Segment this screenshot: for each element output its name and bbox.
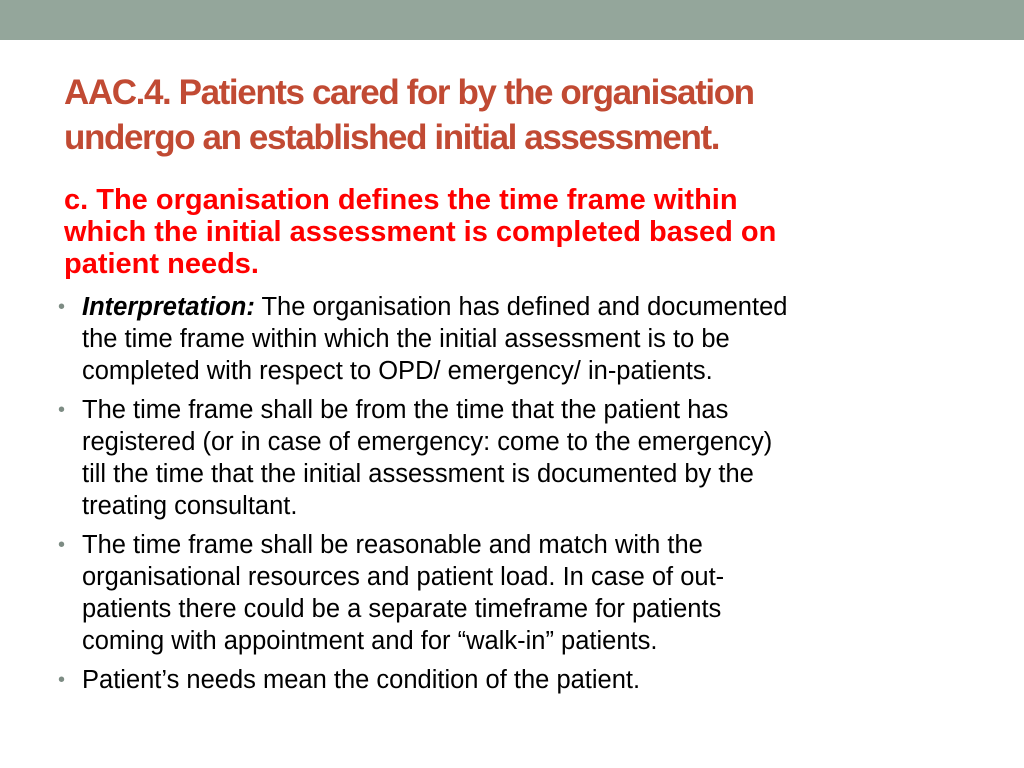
title-line: undergo an established initial assessment. [64, 118, 720, 157]
bullet-text: The organisation has defined and documented [254, 293, 788, 321]
bullet-dot-icon: • [58, 296, 66, 318]
bullet-line: Patient’s needs mean the condition of the patient. [82, 666, 641, 694]
bullet-line: The time frame shall be from the time that the patient has [82, 396, 729, 424]
bullet-dot-icon: • [58, 669, 66, 691]
bullet-line: till the time that the initial assessment is documented by the [82, 460, 754, 488]
bullet-interpretation [58, 291, 978, 387]
bullet-line: the time frame within which the initial assessment is to be [82, 325, 730, 353]
bullet-dot-icon: • [58, 399, 66, 421]
bullet-line: organisational resources and patient load. In case of out- [82, 563, 725, 591]
subheading-line: patient needs. [64, 248, 259, 280]
standard-subheading [64, 184, 964, 280]
bullet-list [58, 291, 978, 703]
bullet-line: treating consultant. [82, 492, 298, 520]
bullet-line: registered (or in case of emergency: come to the emergency) [82, 428, 773, 456]
interpretation-label: Interpretation: [82, 293, 255, 321]
subheading-line: which the initial assessment is completed based on [64, 216, 777, 248]
bullet-time-frame-definition [58, 394, 978, 522]
bullet-line: The time frame shall be reasonable and match with the [82, 531, 703, 559]
bullet-reasonable-time-frame [58, 529, 978, 657]
title-line: AAC.4. Patients cared for by the organisation [64, 73, 754, 112]
bullet-line: patients there could be a separate timeframe for patients [82, 595, 722, 623]
slide-title [64, 70, 964, 160]
bullet-line: completed with respect to OPD/ emergency/ in-patients. [82, 357, 713, 385]
top-accent-bar [0, 0, 1024, 40]
bullet-line [82, 291, 978, 323]
bullet-line: coming with appointment and for “walk-in” patients. [82, 627, 658, 655]
subheading-line: c. The organisation defines the time frame within [64, 184, 738, 216]
bullet-patient-needs [58, 664, 978, 696]
bullet-dot-icon: • [58, 534, 66, 556]
